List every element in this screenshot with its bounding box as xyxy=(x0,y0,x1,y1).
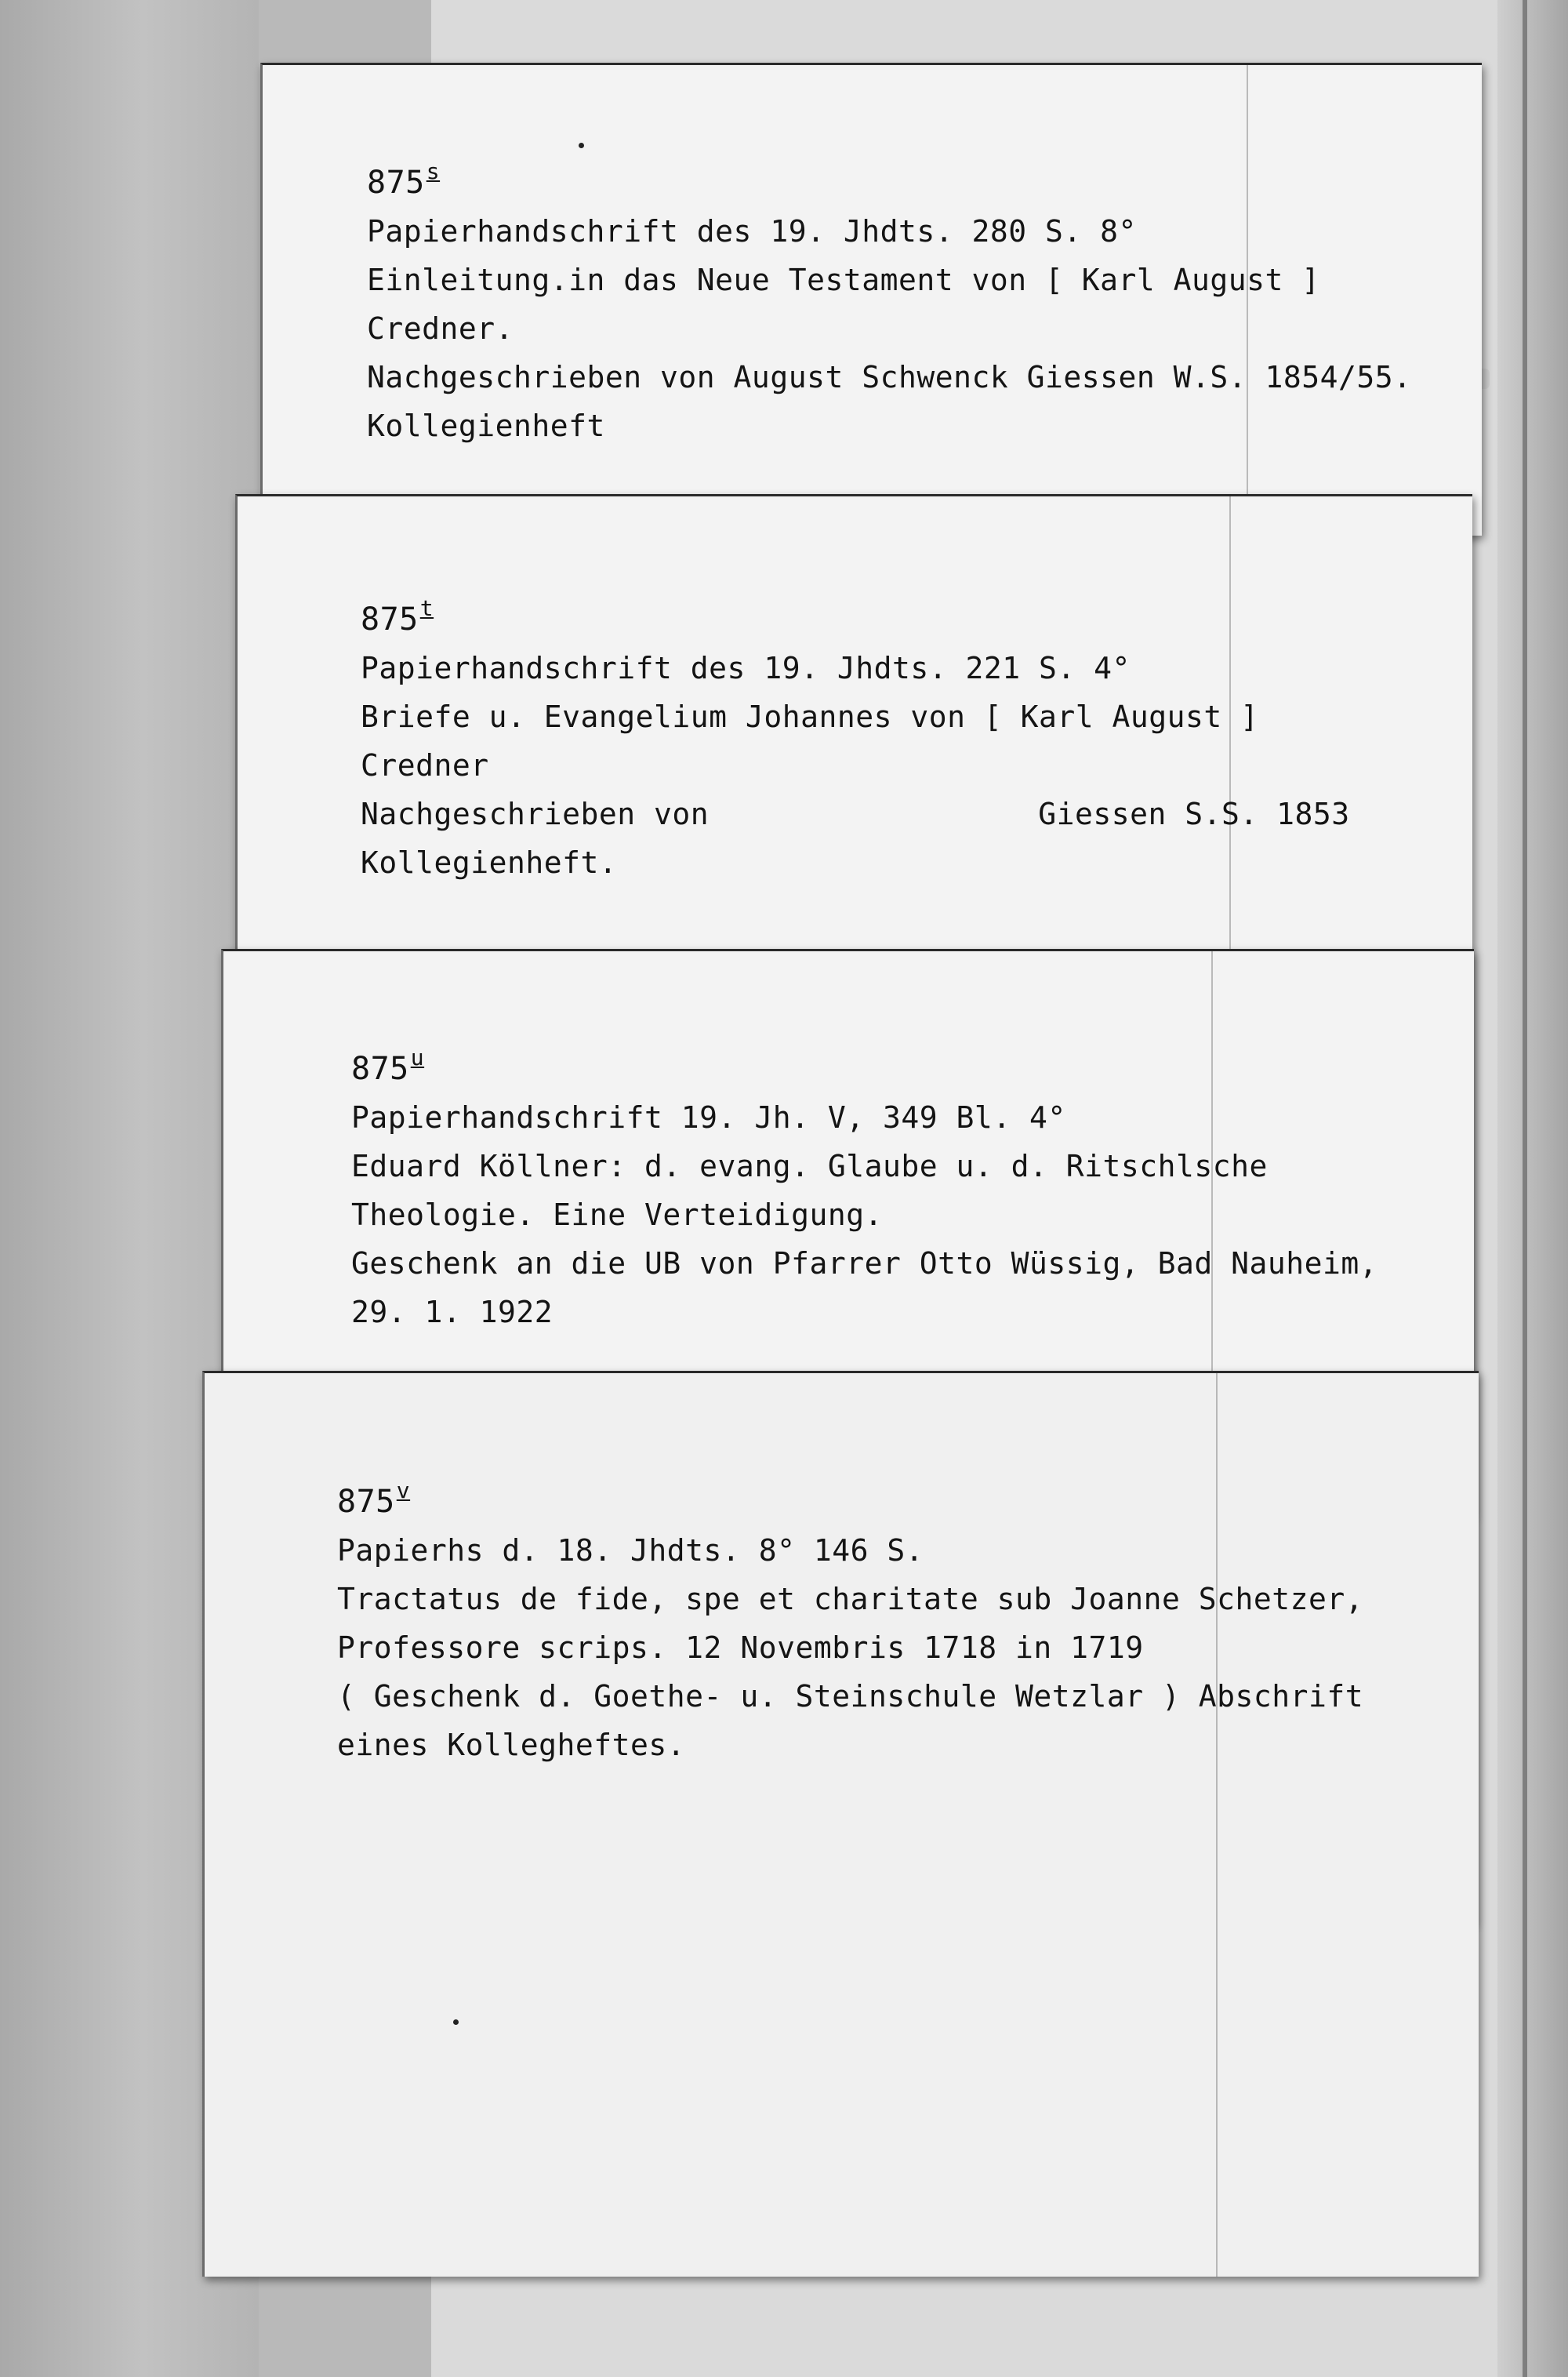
entry-line: Kollegienheft xyxy=(367,409,605,443)
shelfmark-suffix: t xyxy=(419,595,434,621)
entry-875u xyxy=(351,1034,1377,1336)
shelfmark xyxy=(361,584,1350,644)
shelfmark-number: 875 xyxy=(361,602,419,638)
entry-line: eines Kollegheftes. xyxy=(337,1728,686,1762)
entry-line-right: Giessen S.S. 1853 xyxy=(1038,797,1350,831)
entry-line: ( Geschenk d. Goethe- u. Steinschule Wetzlar ) Abschrift xyxy=(337,1679,1364,1714)
shelfmark-number: 875 xyxy=(351,1051,409,1087)
entry-line: Professore scrips. 12 Novembris 1718 in 1719 xyxy=(337,1630,1144,1665)
entry-line: Papierhandschrift 19. Jh. V, 349 Bl. 4° xyxy=(351,1100,1066,1135)
shelfmark xyxy=(367,147,1412,207)
entry-line: Eduard Köllner: d. evang. Glaube u. d. Ritschlsche xyxy=(351,1149,1268,1183)
entry-line: Papierhs d. 18. Jhdts. 8° 146 S. xyxy=(337,1533,924,1568)
entry-875t xyxy=(361,584,1350,887)
shelfmark-number: 875 xyxy=(367,165,425,201)
entry-line: Tractatus de fide, spe et charitate sub Joanne Schetzer, xyxy=(337,1582,1364,1616)
ink-dot xyxy=(453,2019,459,2025)
background-right xyxy=(1497,0,1568,2377)
sheet-edge xyxy=(1523,0,1527,2377)
entry-line: Theologie. Eine Verteidigung. xyxy=(351,1198,883,1232)
shelfmark xyxy=(337,1467,1363,1526)
shelfmark-suffix: u xyxy=(410,1045,425,1070)
entry-line: Kollegienheft. xyxy=(361,845,618,880)
shelfmark-number: 875 xyxy=(337,1484,395,1520)
entry-line: Einleitung.in das Neue Testament von [ Karl August ] xyxy=(367,263,1320,297)
entry-line: 29. 1. 1922 xyxy=(351,1295,554,1329)
entry-line: Credner xyxy=(361,748,489,783)
entry-line: Geschenk an die UB von Pfarrer Otto Wüssig, Bad Nauheim, xyxy=(351,1246,1378,1281)
shelfmark xyxy=(351,1034,1377,1093)
entry-line: Nachgeschrieben von August Schwenck Giessen W.S. 1854/55. xyxy=(367,360,1412,394)
entry-line xyxy=(361,790,1350,838)
entry-875s xyxy=(367,147,1412,450)
entry-line: Briefe u. Evangelium Johannes von [ Karl August ] xyxy=(361,700,1259,734)
entry-line-text: Nachgeschrieben von xyxy=(361,797,710,831)
entry-line: Credner. xyxy=(367,311,514,346)
entry-line: Papierhandschrift des 19. Jhdts. 280 S. 8° xyxy=(367,214,1137,249)
shelfmark-suffix: v xyxy=(396,1477,411,1503)
shelfmark-suffix: s xyxy=(426,158,441,184)
entry-875v xyxy=(337,1467,1363,1769)
entry-line: Papierhandschrift des 19. Jhdts. 221 S. 4° xyxy=(361,651,1131,685)
